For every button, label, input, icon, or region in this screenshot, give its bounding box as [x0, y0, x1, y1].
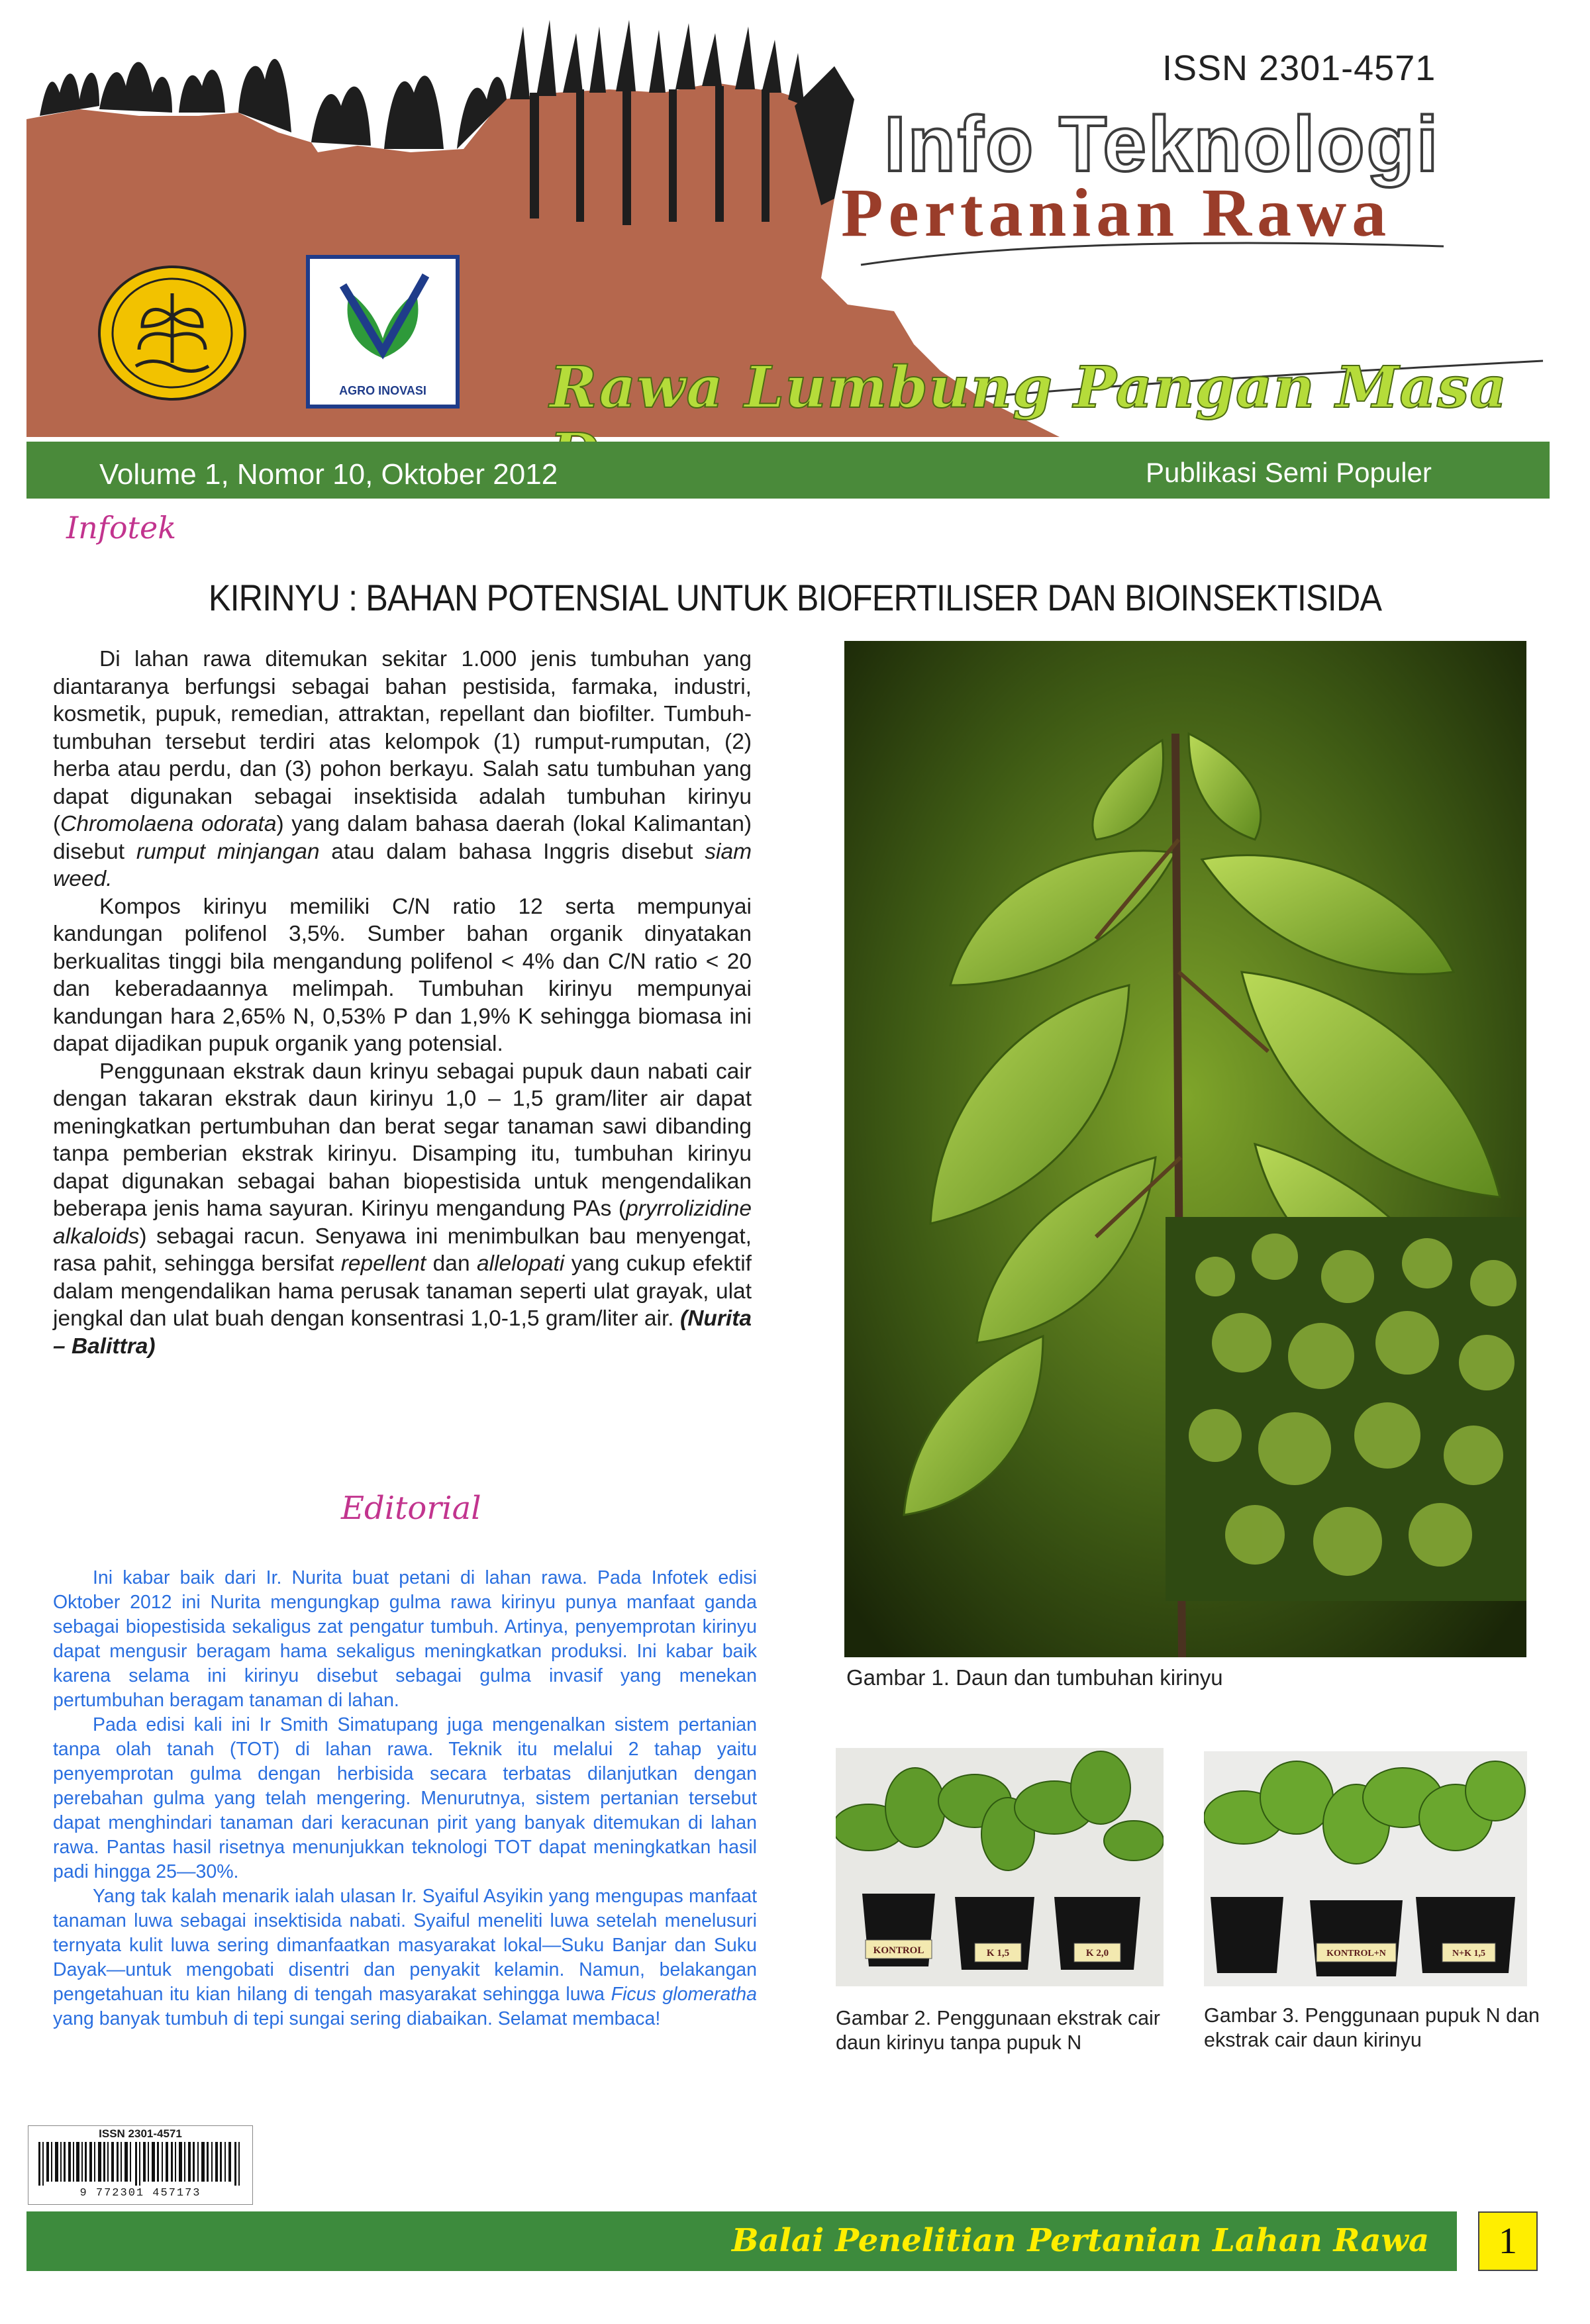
sawi-with-n-photo [1204, 1751, 1527, 1986]
kirinyu-plant-photo [844, 641, 1526, 1657]
pot-label: K 1,5 [986, 1948, 1010, 1959]
pot-label: KONTROL [873, 1945, 924, 1956]
barcode-number: 9 772301 457173 [79, 2187, 201, 2200]
publication-tagline: Rawa Lumbung Pangan Masa [550, 354, 1508, 421]
figure-2-caption: Gambar 2. Penggunaan ekstrak cair daun kirinyu tanpa pupuk N [836, 2007, 1160, 2054]
editorial-paragraph-3: Yang tak kalah menarik ialah ulasan Ir. Syaiful Asyikin yang mengupas manfaat tanaman luwa sebagai insektisida nabati. Syaiful meneliti luwa setelah menelusuri ternyata kulit luwa sering dimanfaatkan masyarakat lokal—Suku Banjar dan Suku Dayak—untuk mengobati disentri dan penyakit kelamin. Namun, belakangan pengetahuan itu kian hilang di tengah masyarakat sehingga luwa Ficus glomeratha yang banyak tumbuh di tepi sungai sering diabaikan. Selamat membaca! [53, 1886, 757, 2029]
issn-number: ISSN 2301-4571 [1162, 48, 1436, 88]
agro-inovasi-label: AGRO INOVASI [339, 384, 426, 397]
publication-title-line2: Pertanian Rawa [841, 175, 1392, 251]
article-byline: (Nurita – Balittra) [53, 1306, 752, 1359]
article-paragraph-3: Penggunaan ekstrak daun krinyu sebagai pupuk daun nabati cair dengan takaran ekstrak daun kirinyu 1,0 – 1,5 gram/liter air dapat meningkatkan pertumbuhan dan berat segar tanaman sawi dibanding tanpa pemberian ekstrak kirinyu. Disamping itu, tumbuhan kirinyu dapat digunakan sebagai bahan biopestisida untuk mengendalikan beberapa jenis hama sayuran. Kirinyu mengandung PAs (pryrrolizidine alkaloids) sebagai racun. Senyawa ini menimbulkan bau menyengat, rasa pahit, sehingga bersifat repellent dan allelopati yang cukup efektif dalam mengendalikan hama perusak tanaman seperti ulat grayak, ulat jengkal dan ulat buah dengan konsentrasi 1,0-1,5 gram/liter air. (Nurita – Balittra) [53, 1059, 752, 1359]
infotek-section-tag: Infotek [66, 510, 177, 546]
pot-label: N+K 1,5 [1452, 1949, 1485, 1959]
article-paragraph-1: Di lahan rawa ditemukan sekitar 1.000 jenis tumbuhan yang diantaranya berfungsi sebagai bahan pestisida, farmaka, industri, kosmetik, pupuk, remedian, attraktan, repellant dan biofilter. Tumbuh-tumbuhan tersebut terdiri atas kelompok (1) rumput-rumputan, (2) herba atau perdu, dan (3) pohon berkayu. Salah satu tumbuhan yang dapat digunakan sebagai insektisida adalah tumbuhan kirinyu (Chromolaena odorata) yang dalam bahasa daerah (lokal Kalimantan) disebut rumput minjangan atau dalam bahasa Inggris disebut siam weed. [53, 647, 752, 891]
publication-title-line1: Info Teknologi [884, 101, 1440, 188]
article-body [53, 646, 752, 1360]
ministry-logo [96, 264, 248, 403]
figure-3-caption: Gambar 3. Penggunaan pupuk N dan ekstrak cair daun kirinyu [1204, 2004, 1540, 2051]
pot-label: KONTROL+N [1326, 1949, 1386, 1959]
publication-type: Publikasi Semi Populer [1146, 457, 1432, 488]
article-title: KIRINYU : BAHAN POTENSIAL UNTUK BIOFERTILISER DAN BIOINSEKTISIDA [208, 577, 1382, 618]
figure-1-caption: Gambar 1. Daun dan tumbuhan kirinyu [846, 1665, 1223, 1690]
footer-institution: Balai Penelitian Pertanian Lahan Rawa [732, 2222, 1430, 2259]
pot-label: K 2,0 [1085, 1948, 1109, 1959]
agro-leaf-icon [336, 272, 429, 365]
agro-inovasi-logo [306, 255, 460, 409]
barcode-issn-label: ISSN 2301-4571 [99, 2127, 182, 2140]
volume-info: Volume 1, Nomor 10, Oktober 2012 [99, 458, 558, 491]
sawi-without-n-photo [836, 1748, 1164, 1986]
page-number-box [1478, 2211, 1538, 2271]
barcode-icon [38, 2142, 242, 2186]
page-number: 1 [1499, 2221, 1517, 2262]
article-paragraph-2: Kompos kirinyu memiliki C/N ratio 12 serta mempunyai kandungan polifenol 3,5%. Sumber bahan organik dinyatakan berkualitas tinggi bila mengandung polifenol < 4% dan C/N ratio < 20 dan keberadaannya melimpah. Tumbuhan kirinyu mempunyai kandungan hara 2,65% N, 0,53% P dan 1,9% K sehingga biomasa ini dapat dijadikan pupuk organik yang potensial. [53, 894, 752, 1056]
editorial-paragraph-2: Pada edisi kali ini Ir Smith Simatupang juga mengenalkan sistem pertanian tanpa olah tanah (TOT) di lahan rawa. Teknik itu melalui 2 tahap yaitu penyemprotan gulma dengan herbisida secara terbatas dilanjutkan dengan perebahan gulma yang telah mengering. Menurutnya, sistem pertanian tersebut dapat menghindari tanaman dari keracunan pirit yang banyak ditemukan di lahan rawa. Pantas hasil risetnya menunjukkan teknologi TOT dapat meningkatkan hasil padi hingga 25—30%. [53, 1714, 757, 1882]
editorial-paragraph-1: Ini kabar baik dari Ir. Nurita buat petani di lahan rawa. Pada Infotek edisi Oktober 2012 ini Nurita mengungkap gulma rawa kirinyu punya manfaat ganda sebagai biopestisida sekaligus zat pengatur tumbuh. Artinya, penyemprotan kirinyu dapat mengusir beragam hama sekaligus meningkatkan produksi. Ini kabar baik karena selama ini kirinyu disebut sebagai gulma invasif yang menekan pertumbuhan beragam tanaman di lahan. [53, 1567, 757, 1711]
issn-barcode [28, 2125, 253, 2205]
editorial-body [53, 1566, 757, 2031]
editorial-section-tag: Editorial [341, 1490, 481, 1527]
